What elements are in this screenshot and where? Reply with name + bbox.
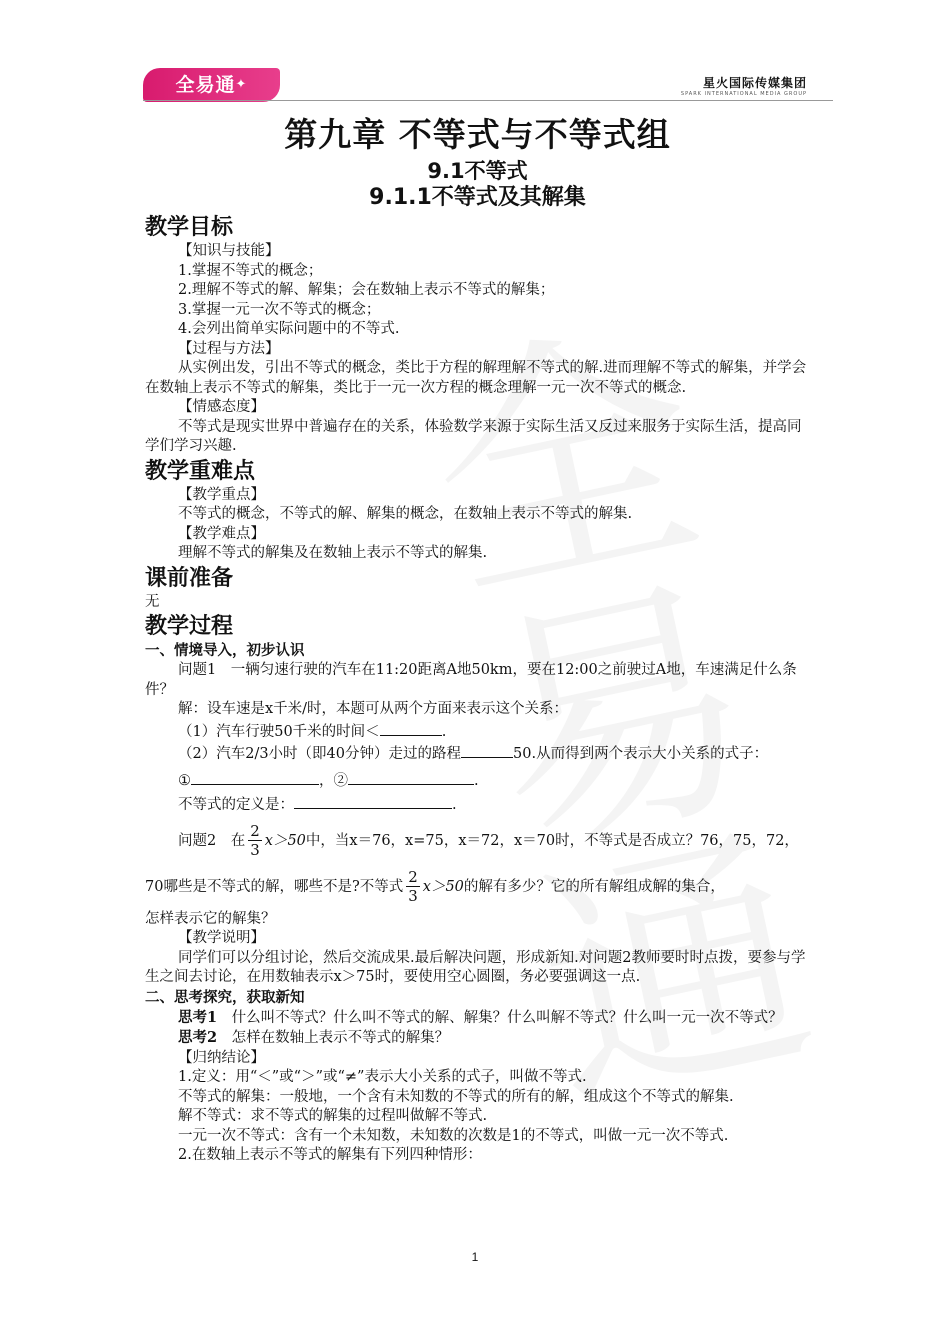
definition-blank: 不等式的定义是： . [145,793,810,816]
question-2-end: 怎样表示它的解集？ [145,910,276,927]
section-title: 9.1不等式 [427,159,528,183]
blank-field [294,793,452,809]
solution-intro: 解：设车速是x千米/时，本题可从两个方面来表示这个关系： [178,701,569,717]
question-1: 问题1 一辆匀速行驶的汽车在11:20距离A地50km，要在12:00之前驶过A地，车速满足什么条件？ [145,662,797,698]
think-1: 思考1 什么叫不等式？什么叫不等式的解、解集？什么叫解不等式？什么叫一元一次不等式？ [178,1008,783,1026]
company-mark [681,74,807,97]
knowledge-item: 1.掌握不等式的概念； [178,262,323,279]
summary-item: 2.在数轴上表示不等式的解集有下列四种情形： [178,1147,482,1163]
header-divider [143,100,833,101]
question-2-cont: 70哪些是不等式的解，哪些不是?不等式 $\frac{2}{3}$ x＞50的解有多少？它的所有解组成解的集合， [145,868,725,905]
summary-label: 【归纳结论】 [178,1049,265,1066]
knowledge-label: 【知识与技能】 [178,243,280,259]
inequality-blanks: ① ，② . [145,769,810,792]
fraction: $\frac{2}{3}$ [408,868,418,905]
page-number: 1 [471,1250,479,1264]
part1-title: 一、情境导入，初步认识 [145,643,305,659]
teaching-note-label: 【教学说明】 [178,930,265,946]
process-label: 【过程与方法】 [178,340,280,357]
goals-heading: 教学目标 [145,215,234,240]
summary-item: 不等式的解集：一般地，一个含有未知数的不等式的所有的解，组成这个不等式的解集. [178,1088,734,1105]
knowledge-item: 4.会列出简单实际问题中的不等式. [178,321,400,337]
question-2: 问题2 在 $\frac{2}{3}$ x＞50中，当x＝76，x=75，x＝72，x＝70时，不等式是否成立？76，75，72， [178,822,799,859]
page-header [0,0,950,110]
fraction: $\frac{2}{3}$ [250,822,260,859]
part2-title: 二、思考探究，获取新知 [145,989,305,1006]
blank-field [380,720,442,736]
knowledge-item: 2.理解不等式的解、解集；会在数轴上表示不等式的解集； [178,282,555,298]
attitude-text: 不等式是现实世界中普遍存在的关系，体验数学来源于实际生活又反过来服务于实际生活，提高同学们学习兴趣. [145,418,802,454]
difficulty-text: 理解不等式的解集及在数轴上表示不等式的解集. [178,545,488,561]
attitude-label: 【情感态度】 [178,399,265,415]
document-body [145,112,810,1166]
keypoints-heading: 教学重难点 [145,458,256,484]
process-heading: 教学过程 [145,614,234,639]
summary-item: 一元一次不等式：含有一个未知数，未知数的次数是1的不等式，叫做一元一次不等式. [178,1127,729,1144]
think-2: 思考2 怎样在数轴上表示不等式的解集？ [178,1029,450,1046]
blank-field [191,769,319,785]
focus-label: 【教学重点】 [178,486,265,503]
blank-field [348,769,474,785]
blank-field [461,742,513,758]
prep-heading: 课前准备 [145,565,234,591]
difficulty-label: 【教学难点】 [178,525,265,542]
company-name-cn: 星火国际传媒集团 [702,76,807,90]
solution-line-1: （1）汽车行驶50千米的时间＜ . [145,720,810,743]
sparkle-icon: ✦ [235,77,248,92]
chapter-title: 第九章 不等式与不等式组 [284,115,671,154]
subsection-title: 9.1.1不等式及其解集 [369,185,586,210]
focus-text: 不等式的概念，不等式的解、解集的概念，在数轴上表示不等式的解集. [178,506,633,522]
brand-logo: 全易通✦ [143,68,280,102]
knowledge-item: 3.掌握一元一次不等式的概念； [178,301,381,318]
summary-item: 1.定义：用“＜”或“＞”或“≠”表示大小关系的式子，叫做不等式. [178,1069,587,1085]
summary-item: 解不等式：求不等式的解集的过程叫做解不等式. [178,1108,488,1124]
company-name-en: SPARK INTERNATIONAL MEDIA GROUP [680,91,807,97]
solution-line-2: （2）汽车2/3小时（即40分钟）走过的路程 50.从而得到两个表示大小关系的式子： [145,742,810,765]
teaching-note-text: 同学们可以分组讨论，然后交流成果.最后解决问题，形成新知.对问题2教师要时时点拨，要参与学生之间去讨论，在用数轴表示x＞75时，要使用空心圆圈，务必要强调这一点. [145,949,806,985]
prep-text: 无 [145,593,160,610]
process-text: 从实例出发，引出不等式的概念，类比于方程的解理解不等式的解.进而理解不等式的解集，并学会在数轴上表示不等式的解集，类比于一元一次方程的概念理解一元一次不等式的概念. [145,360,807,396]
